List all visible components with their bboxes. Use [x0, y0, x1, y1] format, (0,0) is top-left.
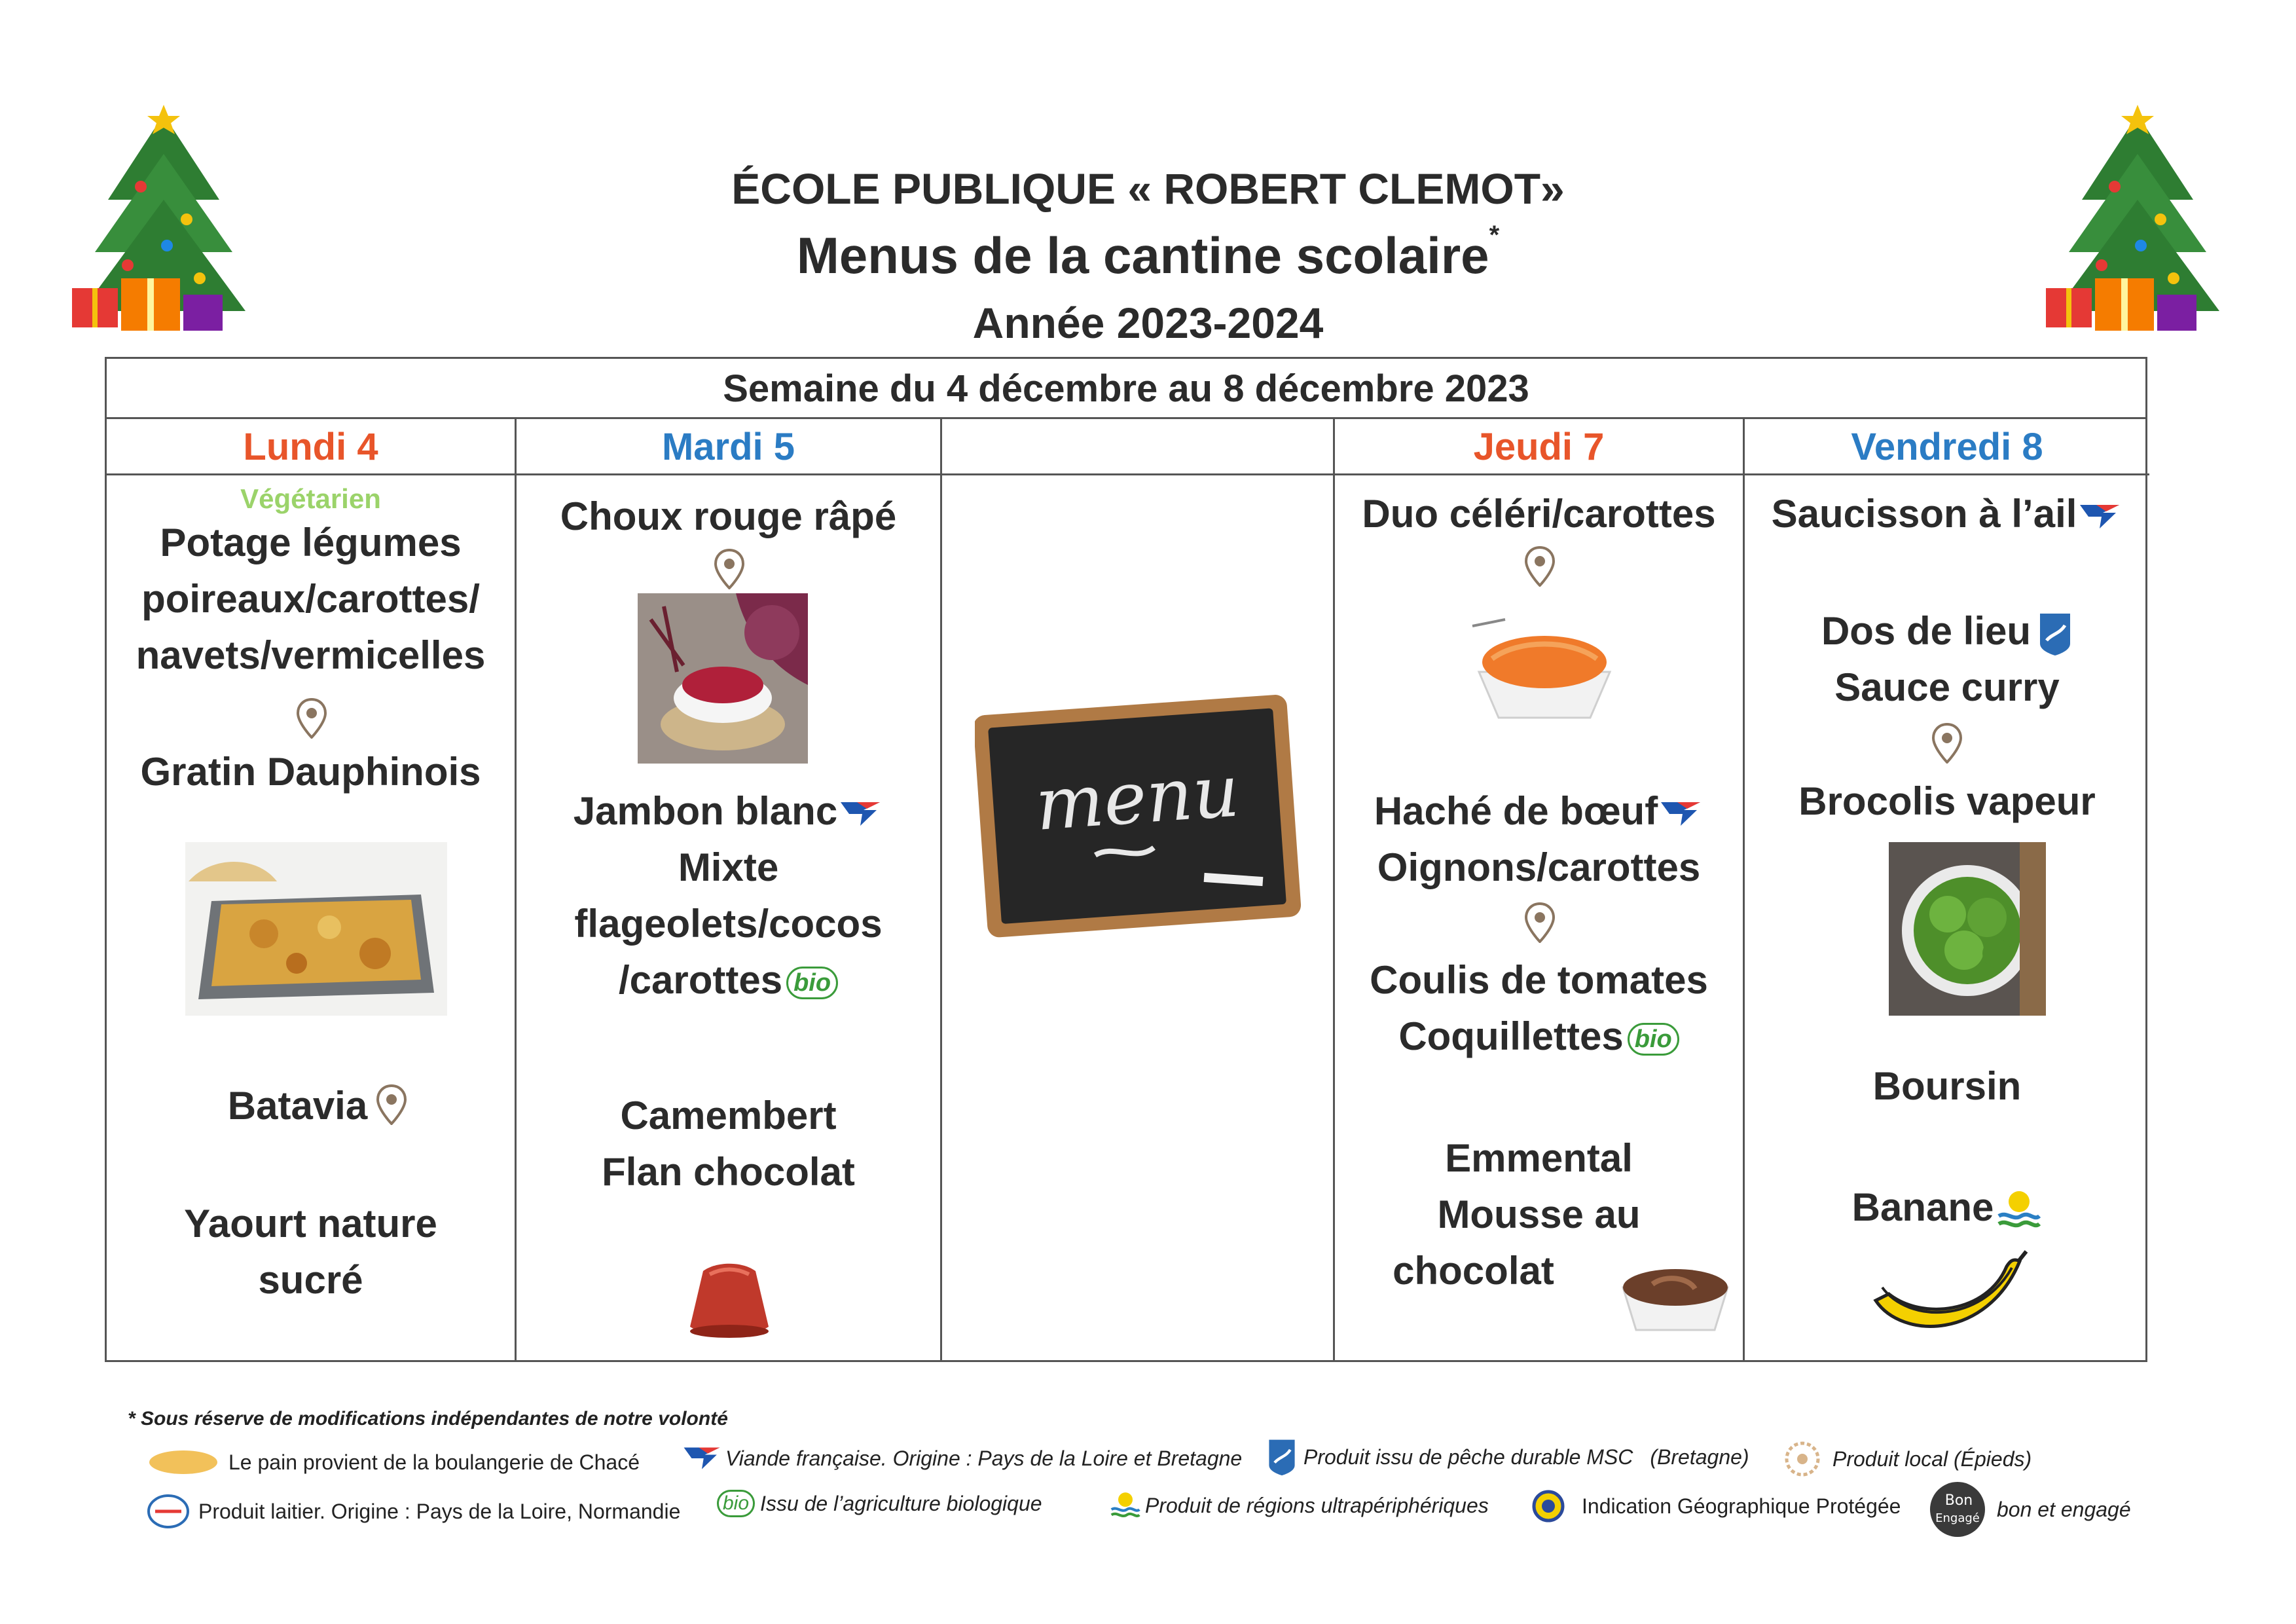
viande-francaise-icon: [1658, 800, 1704, 828]
bio-badge-icon: bio: [717, 1490, 755, 1517]
footnote: * Sous réserve de modifications indépendantes de notre volonté: [128, 1408, 728, 1430]
legend-msc: [1267, 1437, 1749, 1477]
menu-item: Potage légumes: [160, 521, 462, 564]
bio-badge-icon: bio: [786, 967, 838, 999]
vegetarian-tag: Végétarien: [240, 483, 381, 514]
column-tuesday: [517, 419, 942, 1360]
day-monday: Lundi 4: [107, 419, 515, 475]
menu-thursday: [1335, 475, 1743, 1360]
menu-item-text: Haché de bœuf: [1374, 789, 1658, 833]
menu-item-text: Saucisson à l’ail: [1771, 492, 2077, 536]
viande-francaise-icon: [681, 1444, 723, 1473]
menu-item: Camembert: [620, 1094, 837, 1137]
local-product-pin-icon: [1523, 902, 1556, 943]
legend-text: bon et engagé: [1997, 1497, 2131, 1521]
legend-dairy: [147, 1493, 680, 1530]
legend-text: Viande française. Origine : Pays de la Loire et Bretagne: [725, 1446, 1243, 1470]
legend-text: Le pain provient de la boulangerie de Chacé: [228, 1450, 640, 1474]
menu-item: Brocolis vapeur: [1798, 779, 2096, 823]
column-monday: [107, 419, 517, 1360]
bread-icon: [147, 1447, 219, 1477]
legend-bon-engage: [1925, 1480, 2131, 1539]
local-product-pin-icon: [713, 549, 746, 589]
chalkboard-text: menu: [1032, 748, 1242, 847]
menu-tuesday: [517, 475, 940, 1360]
menu-monday: [107, 475, 515, 1360]
msc-label-icon: [2037, 611, 2073, 657]
legend-text: Issu de l’agriculture biologique: [760, 1491, 1042, 1515]
ultraperipheral-region-icon: [1110, 1490, 1141, 1521]
menu-item: Flan chocolat: [602, 1150, 855, 1194]
menu-item-text: Coquillettes: [1398, 1014, 1624, 1058]
footnote-mark: *: [1489, 221, 1500, 249]
menu-item: [1745, 1179, 2149, 1236]
legend-text: (Bretagne): [1650, 1445, 1749, 1469]
menu-item-text: /carottes: [618, 958, 783, 1002]
bon-text: Bon: [1944, 1492, 1973, 1509]
menu-item: [517, 783, 940, 840]
bio-badge-icon: bio: [1628, 1023, 1679, 1056]
menu-friday: [1745, 475, 2149, 1360]
bon-et-engage-icon: [1925, 1480, 1997, 1539]
local-product-pin-icon: [295, 698, 328, 739]
mousse-chocolat-icon: [1616, 1248, 1734, 1340]
menu-item: Batavia: [227, 1084, 368, 1128]
day-tuesday: Mardi 5: [517, 419, 940, 475]
gratin-dauphinois-image: [185, 842, 447, 1016]
igp-label-icon: [1532, 1490, 1565, 1522]
legend-ultraperipheral: [1110, 1490, 1489, 1521]
menu-item: flageolets/cocos: [574, 902, 883, 946]
brocolis-image: [1889, 842, 2046, 1016]
menu-item: Gratin Dauphinois: [140, 750, 481, 794]
column-friday: [1745, 419, 2149, 1360]
menu-item-text: Dos de lieu: [1821, 609, 2032, 653]
column-thursday: [1335, 419, 1745, 1360]
menu-item: Mousse au: [1437, 1192, 1641, 1236]
menu-item: [1745, 486, 2149, 542]
menu-item: chocolat: [1393, 1249, 1554, 1293]
chalkboard-menu-image: [975, 692, 1302, 940]
red-cabbage-image: [638, 593, 808, 764]
menu-item: [1335, 783, 1743, 840]
menu-item: poireaux/carottes/: [141, 577, 480, 621]
menu-item: [517, 952, 940, 1008]
local-product-pin-icon: [1523, 546, 1556, 587]
page-title-text: Menus de la cantine scolaire: [796, 227, 1489, 284]
legend-text: Produit local (Épieds): [1832, 1447, 2032, 1471]
msc-label-icon: [1267, 1437, 1297, 1477]
week-range: Semaine du 4 décembre au 8 décembre 2023: [107, 359, 2145, 419]
legend-bread: [147, 1447, 640, 1477]
menu-item: sucré: [258, 1258, 363, 1302]
menu-item-text: Banane: [1851, 1185, 1994, 1229]
menu-item: [1335, 1008, 1743, 1065]
menu-item: navets/vermicelles: [136, 633, 486, 677]
menu-item: Duo céléri/carottes: [1362, 492, 1716, 536]
flan-chocolat-icon: [683, 1258, 775, 1343]
menu-item-text: Jambon blanc: [573, 789, 838, 833]
engage-text: Engagé: [1935, 1511, 1980, 1525]
legend-text: Produit issu de pêche durable MSC: [1303, 1445, 1633, 1469]
legend-organic: [717, 1490, 1042, 1517]
menu-item: Yaourt nature: [184, 1202, 437, 1246]
school-year: Année 2023-2024: [972, 299, 1324, 347]
legend-igp: [1532, 1490, 1901, 1522]
menu-table: [105, 357, 2147, 1362]
day-friday: Vendredi 8: [1745, 419, 2149, 475]
school-name: ÉCOLE PUBLIQUE « ROBERT CLEMOT»: [731, 164, 1565, 213]
menu-item: Boursin: [1872, 1064, 2022, 1108]
local-product-pin-icon: [1931, 723, 1963, 764]
ultraperipheral-region-icon: [1996, 1187, 2042, 1233]
menu-item: [1745, 603, 2149, 659]
dairy-product-icon: [147, 1493, 189, 1530]
menu-item: Coulis de tomates: [1370, 958, 1708, 1002]
page-title: [0, 221, 2296, 286]
menu-wednesday: [942, 475, 1333, 1360]
menu-item: Mixte: [678, 845, 779, 889]
legend-text: Produit de régions ultrapériphériques: [1145, 1493, 1489, 1517]
local-product-pin-icon: [375, 1084, 408, 1125]
legend-text: Indication Géographique Protégée: [1582, 1494, 1901, 1518]
viande-francaise-icon: [837, 800, 883, 828]
banane-icon: [1863, 1248, 2033, 1346]
celeri-carottes-image: [1466, 600, 1623, 731]
legend-local: [1784, 1441, 2032, 1477]
menu-item: Choux rouge râpé: [560, 494, 897, 538]
menu-item: Emmental: [1445, 1136, 1633, 1180]
day-wednesday: [942, 419, 1333, 475]
menu-item: Oignons/carottes: [1377, 845, 1701, 889]
day-thursday: Jeudi 7: [1335, 419, 1743, 475]
column-wednesday: [942, 419, 1335, 1360]
menu-item: Sauce curry: [1834, 665, 2060, 709]
local-product-icon: [1784, 1441, 1821, 1477]
footer: [128, 1408, 2190, 1525]
legend-viande-francaise: [681, 1444, 1242, 1473]
legend-text: Produit laitier. Origine : Pays de la Loire, Normandie: [198, 1499, 681, 1523]
viande-francaise-icon: [2077, 502, 2123, 531]
